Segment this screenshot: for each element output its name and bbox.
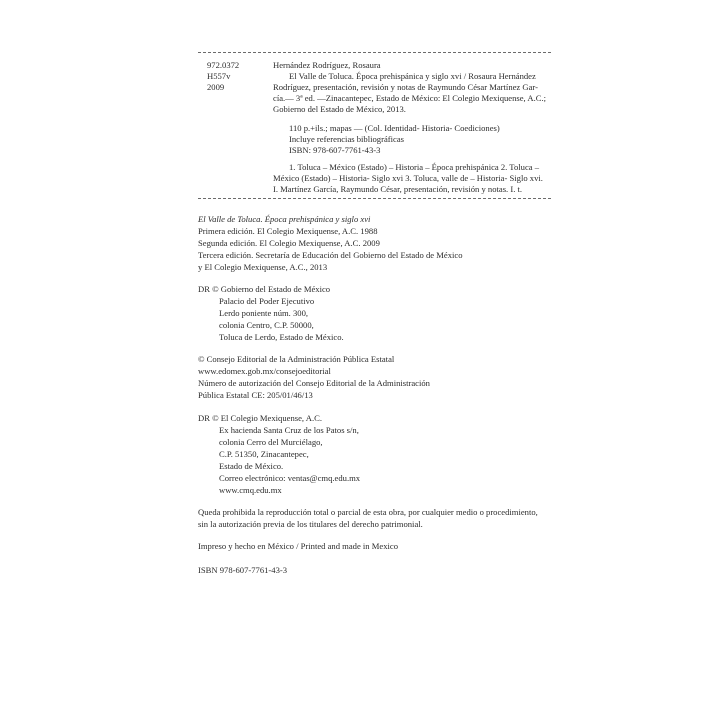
edition-line: y El Colegio Mexiquense, A.C., 2013 bbox=[198, 262, 328, 272]
rights-holder: DR © Gobierno del Estado de México bbox=[198, 284, 331, 294]
address-line: Lerdo poniente núm. 300, bbox=[219, 308, 309, 318]
address-line: Ex hacienda Santa Cruz de los Patos s/n, bbox=[219, 425, 359, 435]
call-number-line: H557v bbox=[207, 71, 231, 81]
email-line: Correo electrónico: ventas@cmq.edu.mx bbox=[219, 473, 361, 483]
consejo-line: © Consejo Editorial de la Administración Pública Estatal bbox=[198, 354, 395, 364]
address-line: C.P. 51350, Zinacantepec, bbox=[219, 449, 309, 459]
address-line: Estado de México. bbox=[219, 461, 284, 471]
catalog-card-top-rule bbox=[198, 52, 551, 53]
isbn-line: ISBN 978-607-7761-43-3 bbox=[198, 565, 288, 575]
call-number-line: 972.0372 bbox=[207, 60, 240, 70]
catalog-line: Gobierno del Estado de México, 2013. bbox=[273, 104, 406, 114]
address-line: Palacio del Poder Ejecutivo bbox=[219, 296, 315, 306]
edition-line: Primera edición. El Colegio Mexiquense, A.C. 1988 bbox=[198, 226, 378, 236]
address-line: colonia Centro, C.P. 50000, bbox=[219, 320, 314, 330]
edition-line: Tercera edición. Secretaría de Educación del Gobierno del Estado de México bbox=[198, 250, 463, 260]
printed-in-line: Impreso y hecho en México / Printed and made in Mexico bbox=[198, 541, 398, 551]
website-line: www.cmq.edu.mx bbox=[219, 485, 282, 495]
consejo-url: www.edomex.gob.mx/consejoeditorial bbox=[198, 366, 331, 376]
subject-line: I. Martínez García, Raymundo César, presentación, revisión y notas. I. t. bbox=[273, 184, 523, 194]
physical-line: Incluye referencias bibliográficas bbox=[289, 134, 405, 144]
catalog-line: Rodríguez, presentación, revisión y notas de Raymundo César Martínez Gar- bbox=[273, 82, 538, 92]
subject-line: 1. Toluca – México (Estado) – Historia – Época prehispánica 2. Toluca – bbox=[289, 162, 540, 172]
catalog-line: El Valle de Toluca. Época prehispánica y siglo xvi / Rosaura Hernández bbox=[289, 71, 536, 81]
notice-line: Queda prohibida la reproducción total o parcial de esta obra, por cualquier medio o procedimiento, bbox=[198, 507, 538, 517]
consejo-line: Pública Estatal CE: 205/01/46/13 bbox=[198, 390, 313, 400]
catalog-card-bottom-rule bbox=[198, 198, 551, 199]
catalog-author: Hernández Rodríguez, Rosaura bbox=[273, 60, 381, 70]
rights-holder: DR © El Colegio Mexiquense, A.C. bbox=[198, 413, 322, 423]
address-line: colonia Cerro del Murciélago, bbox=[219, 437, 323, 447]
subject-line: México (Estado) – Historia- Siglo xvi 3. Toluca, valle de – Historia- Siglo xvi. bbox=[273, 173, 543, 183]
book-title: El Valle de Toluca. Época prehispánica y siglo xvi bbox=[198, 214, 371, 224]
notice-line: sin la autorización previa de los titulares del derecho patrimonial. bbox=[198, 519, 423, 529]
physical-line: ISBN: 978-607-7761-43-3 bbox=[289, 145, 381, 155]
address-line: Toluca de Lerdo, Estado de México. bbox=[219, 332, 344, 342]
call-number-line: 2009 bbox=[207, 82, 225, 92]
catalog-line: cía.— 3ª ed. —Zinacantepec, Estado de México: El Colegio Mexiquense, A.C.; bbox=[273, 93, 547, 103]
physical-line: 110 p.+ils.; mapas — (Col. Identidad- Historia- Coediciones) bbox=[289, 123, 500, 133]
consejo-line: Número de autorización del Consejo Editorial de la Administración bbox=[198, 378, 430, 388]
edition-line: Segunda edición. El Colegio Mexiquense, A.C. 2009 bbox=[198, 238, 380, 248]
